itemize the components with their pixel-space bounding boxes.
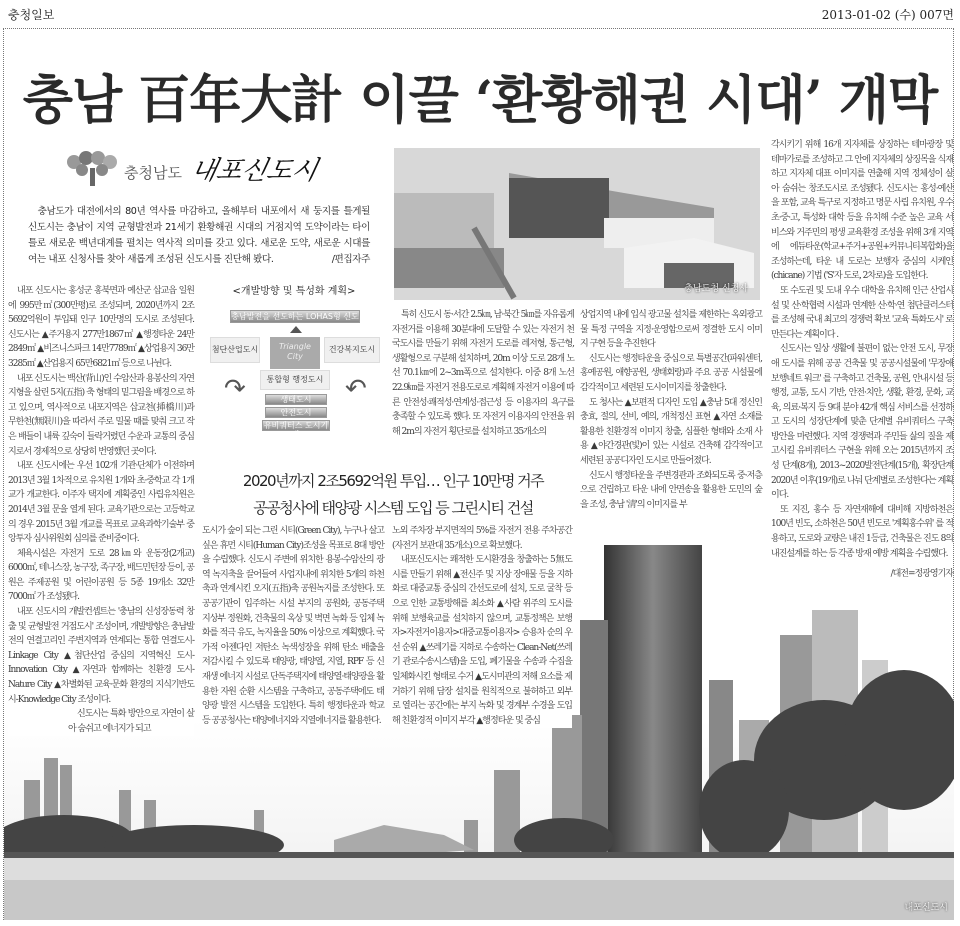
newspaper-name: 충청일보 — [8, 8, 55, 22]
editor-intro — [28, 204, 370, 268]
column-1 — [8, 284, 194, 736]
photo-caption: 충남도청 신청사 — [684, 284, 748, 294]
issue-date: 2013-01-02 (수) 007면 — [821, 8, 954, 22]
paragraph: 도 청사는 ▲보편적 디자인 도입 ▲충남 5대 정신인 충효, 절의, 선비, 예의, 개척정신 표현 ▲자연 소재를 활용한 친환경적 이미지 창출, 심플한 형태와 소재 사용 ▲야간경관(빛)이 있는 시설로 건축해 감각적이고 세련된 공공디자인 도시로 만들어졌다. — [580, 397, 762, 466]
paragraph: 내포 신도시는 백산(背山)인 수암산과 용봉산의 자연 지형을 살린 5지(五指) 축 형태의 밑그림을 배경으로 하고 있으며, 역사적으로 내포지역은 삽교천(揷橋川)과 무한천(無限川)을 따라서 주로 밀물 때를 맞춰 크고 작은 배들이 내륙 깊숙이 들락거렸던 수운과 교통의 중심지로서 경제적으로 상당히 번영했던 곳이다. — [8, 373, 194, 457]
paragraph: 도시가 숲이 되는 그린 시티(Green City), 누구나 살고 싶은 휴먼 시티(Human City)조성을 목표로 8대 방안을 수립했다. 신도시 주변에 위치한 용봉·수암산의 광역 녹지축을 끌어들여 사업지내에 위치한 5개의 하천축과 연계시킨 오지(五指)축 공원녹지를 조성한다. 또 공공기관이 입주하는 시설 부지의 공원화, 공동주택 지상부 정원화, 건축물의 옥상 및 벽면 녹화 등 입체 녹화를 적극 유도, 녹지율을 50% 이상으로 계획했다. 국가적 아젠다인 저탄소 녹색성장을 위해 탄소 배출을 저감시킬 수 있도록 태양광, 태양열, 지열, RPF 등 신재생 에너지 시설로 단독주택지에 태양열·태양광을 활용한 자원 순환 시스템을 구축하고, 공동주택에도 태양광 발전 시스템을 도입한다. 특히 행정타운과 학교 등 공공청사는 태양에너지와 지열에너지를 활용한다. — [202, 526, 384, 726]
paragraph: 또 수도권 및 도내 우수 대학을 유치해 인근 산업시설 및 산·학협력 시설과 연계한 산·학·연 첨단클러스터를 조성해 국내 최고의 경쟁력 확보 '교육 특화도시' 로 만든다는 계획이다 . — [771, 285, 953, 340]
curved-arrow-right-icon: ↶ — [345, 374, 367, 404]
diagram-middle-box: 통합형 행정도시 — [260, 370, 330, 390]
diagram-title: <개발방향 및 특성화 계획> — [232, 286, 356, 297]
byline: /대전=정광영기자 — [890, 569, 953, 580]
diagram-right-box: 건강복지도시 — [324, 337, 380, 363]
development-plan-diagram — [200, 282, 388, 442]
column-3-top — [392, 308, 574, 439]
paragraph: 상업지역 내에 입식 광고물 설치를 제한하는 옥외광고물 특정 구역을 지정·운영함으로써 정결한 도시 이미지 구현 등을 추진한다 — [580, 310, 762, 350]
column-2 — [202, 524, 384, 728]
new-office-photo — [394, 148, 760, 300]
diagram-bar: 유비쿼터스 도시기반 — [263, 421, 329, 439]
column-3-bottom — [392, 524, 572, 728]
paragraph: 신도시 행정타운을 주변경관과 조화되도록 중·저층으로 건립하고 타운 내에 안면송을 활용한 도민의 숲을 조성, 충남 '淸'의 이미지를 부 — [580, 470, 762, 510]
paragraph: 각시키기 위해 16개 지자체를 상징하는 테마광장 및 테마가로를 조성하고 그 안에 지자체의 상징목을 식재하고 지자체 대표 이미지를 연출해 지역 정체성이 살아 숨쉬는 창조도시로 조성됐다. 신도시는 홍성·예산을 포함, 교육 특구로 지정하고 명문 사립 유치원, 우수 초·중·고, 특성화 대학 등을 유치해 수준 높은 교육 서비스와 거주민의 평생 교육환경 조성을 위해 3개 지역에 에듀타운(학교+주거+공원+커뮤니티복합화)을 조성하는데, 타운 내 도로는 보행자 중심의 시케인(chicane) 기법 ('S'자 도로, 2차로)을 도입한다. — [771, 140, 953, 282]
paragraph: 체육시설은 자전거 도로 28㎞와 운동장(2개교) 6000㎡, 테니스장, 농구장, 족구장, 배드민턴장 등이, 공원은 주제공원 및 어린이공원 등 5종 19개소 32만7000㎡ 가 조성됐다. — [8, 548, 194, 603]
headline: 충남 百年大計 이끌 ‘환황해권 시대’ 개막 — [22, 70, 938, 131]
paragraph: 신도시는 행정타운을 중심으로 특별공간(파워센터, 홍예공원, 애향공원, 생태회랑)과 주요 공공 시설물에 감각적이고 세련된 도시이미지를 창출한다. — [580, 353, 762, 393]
column-5 — [771, 138, 953, 582]
paragraph: 내포 신도시에는 우선 102개 기관·단체가 이전하며 2013년 3월 1차적으로 유치원 1개와 초·중학교 각 1개교가 개교한다. 이주자 택지에 계획중인 사립유치원은 2014년 3월 문을 열게 된다. 교육기관으로는 고등학교의 경우 2015년 3월 개교를 목표로 교육과학기술부 중앙투자 심사위원회 심의를 준비중이다. — [8, 461, 194, 545]
paragraph: 내포신도시는 쾌적한 도시환경을 창출하는 5無도시를 만들기 위해 ▲전신주 및 지상 장애물 등을 지하화로 대중교통 중심의 간선도로에 설치, 도로 굴착 등으로 인한 교통방해를 최소화 ▲사람 위주의 도시를 위해 보행육교를 설치하지 않으며, 교통정책은 보행자>자전거이용자>대중교통이용자> 승용차 순의 우선 순위 ▲쓰레기를 지하로 수송하는 Clean-Net(쓰레기 관로수송시스템)을 도입, 폐기물을 수송과 수집을 일체화시킨 형태로 수거 ▲도시미관의 저해 요소를 제거하기 위해 담장 설치를 원칙적으로 불허하고 외부로 열리는 공간에는 부지 녹화 및 경계부 수경을 도입해 친환경적 이미지 부각 ▲행정타운 및 중심 — [392, 555, 572, 726]
column-4 — [580, 308, 762, 512]
building-photo-image — [394, 148, 760, 300]
diagram-left-box: 첨단산업도시 — [210, 337, 260, 363]
diagram-bar: 생태도시 — [265, 394, 327, 405]
bottom-image-caption: 내포신도시 — [904, 903, 948, 913]
paragraph: 또 지진, 홍수 등 자연재해에 대비해 지방하천은 100년 빈도, 소하천은 50년 빈도로 '계획홍수위' 를 적용하고, 도로와 교량은 내진 1등급, 건축물은 진도 8의 내진설계를 하는 등 각종 방재 예방 계획을 수립했다. — [771, 504, 953, 559]
subheadline-1: 2020년까지 2조5692억원 투입… 인구 10만명 거주 — [242, 472, 544, 490]
diagram-bar: 안전도시 — [265, 407, 327, 418]
up-arrow-icon — [290, 326, 302, 333]
tree-logo-icon — [62, 150, 122, 190]
diagram-center-box: Triangle City — [270, 337, 320, 369]
paragraph: 특히 신도시 동·서간 2.5㎞, 남·북간 5㎞를 자유롭게 자전거를 이용해 30분대에 도달할 수 있는 자전거 천국도시를 만들기 위해 자전거 도로를 레저형, 통근형, 생활형으로 구분해 설치하며, 20m 이상 도로 28개 노선 70.1㎞에 2~3m폭으로 설치한다. 이중 8개 노선 22.9㎞를 자전거 전용도로로 계획해 자전거 이용에 따른 안전성·쾌적성·연계성·접근성 등 이용자의 욕구를 충족할 수 있도록 했다. 또 자전거 이용자의 안전을 위해 2m의 자전거 횡단로를 설치하고 35개소의 — [392, 310, 574, 437]
intro-text: 충남도가 대전에서의 80년 역사를 마감하고, 올해부터 내포에서 새 둥지를 틀게될 신도시는 충남이 지역 균형발전과 21세기 환황해권 시대의 거점지역 도약이라는 타이틀로 새로운 백년대계를 펼치는 역사적 의미를 갖고 있다. 새로운 도약, 새로운 시대를 여는 내포 신청사를 찾아 새롭게 조성된 신도시를 진단해 봤다. — [28, 206, 370, 265]
diagram-top-box: 충남발전을 선도하는 LOHAS형 신도시 — [231, 312, 359, 332]
chungnam-logo — [62, 148, 332, 198]
paragraph: 신도시는 일상 생활에 불편이 없는 안전 도시, 무장애 도시를 위해 공공 건축물 및 공공시설물에 '무장애 보행네트 워크' 를 구축하고 건축물, 공원, 안내시설 등 행정, 교통, 도시 기반, 안전·치안, 생활, 환경, 문화, 교육, 의료·복지 등 9대 분야 42개 핵심 서비스를 선정하고 도시의 성장단계에 맞춘 단계별 유비쿼터스 구축 방안을 마련했다. 지역 경쟁력과 주민들 삶의 질을 제고시킬 유비쿼터스 구현을 위해 오는 2015년까지 조성 단계(8개), 2013~2020발전단계(15개), 확장단계 2020년 이후(19개)로 나눠 단계별로 조성한다는 계획이다. — [771, 344, 953, 501]
logo-script: 내포신도시 — [188, 156, 321, 186]
curved-arrow-left-icon: ↷ — [224, 374, 246, 404]
logo-province-name: 충청남도 — [124, 164, 182, 182]
paragraph: 신도시는 특화 방안으로 자연이 살아 숨쉬고 에너지가 되고 — [68, 709, 194, 734]
intro-signature: /편집자주 — [331, 254, 370, 265]
paragraph: 내포 신도시는 홍성군 홍북면과 예산군 삽교읍 일원에 995만㎡(300만평)로 조성되며, 2020년까지 2조5692억원이 투입돼 인구 10만명의 도시로 조성된다. 신도시는 ▲주거용지 277만1867㎡ ▲행정타운 24만2849㎡ ▲비즈니스파크 14만7789㎡ ▲상업용지 36만3285㎡ ▲산업용지 65만6821㎡ 등으로 나뉜다. — [8, 286, 194, 369]
subheadline-2: 공공청사에 태양광 시스템 도입 등 그린시티 건설 — [253, 499, 533, 517]
paragraph: 내포 신도시의 개발컨셉트는 '충남의 신성장동력 창출 및 균형발전 거점도시' 조성이며, 개발방향은 충남발전의 연결고리인 주변지역과 연계되는 통합 연결도시-Linkage City ▲첨단산업 중심의 지역혁신 도시-Innovation City ▲자연과 함께하는 친환경 도시-Nature City ▲차별화된 교육·문화 환경의 지식기반도시-Knowledge City 조성이다. — [8, 607, 194, 705]
paragraph: 노외 주차장 부지면적의 5%를 자전거 전용 주차공간(자전거 보관대 35개소)으로 확보했다. — [392, 526, 572, 551]
